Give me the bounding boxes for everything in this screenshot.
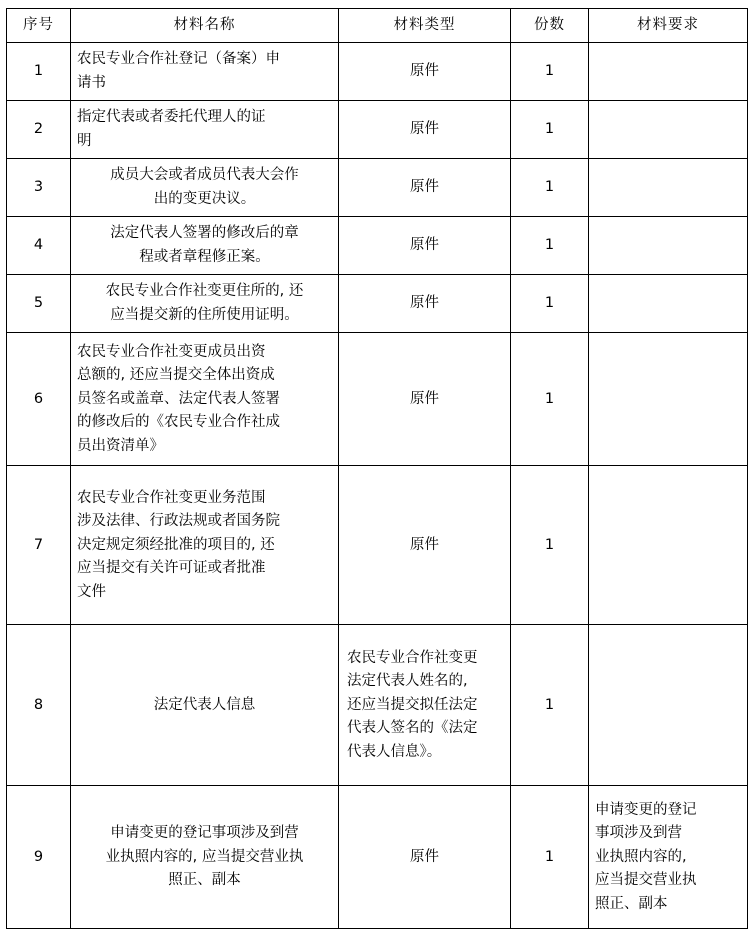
- text-line: 事项涉及到营: [595, 825, 682, 842]
- text-line: 请书: [77, 74, 106, 91]
- table-header-row: [7, 9, 748, 43]
- cell-count: 1: [511, 159, 589, 217]
- cell-count: 1: [511, 786, 589, 929]
- material-name-lines: [77, 487, 332, 604]
- text-line: 业执照内容的,: [595, 848, 687, 865]
- cell-material-requirement: [589, 625, 748, 786]
- cell-material-name: [71, 217, 339, 275]
- cell-material-type: [339, 275, 511, 333]
- text-line: 法定代表人姓名的,: [347, 673, 468, 690]
- text-line: 原件: [410, 121, 439, 138]
- table-row: [7, 159, 748, 217]
- cell-count: 1: [511, 101, 589, 159]
- cell-material-type: [339, 43, 511, 101]
- text-line: 员出资清单》: [77, 437, 164, 454]
- cell-seq: 3: [7, 159, 71, 217]
- text-line: 还应当提交拟任法定: [347, 696, 478, 713]
- text-line: 指定代表或者委托代理人的证: [77, 109, 266, 126]
- material-name-lines: [77, 694, 332, 717]
- text-line: 法定代表人签署的修改后的章: [110, 225, 299, 242]
- cell-count: 1: [511, 43, 589, 101]
- cell-material-requirement: [589, 101, 748, 159]
- text-line: 原件: [410, 179, 439, 196]
- cell-material-name: [71, 333, 339, 466]
- cell-material-type: [339, 786, 511, 929]
- cell-count: 1: [511, 217, 589, 275]
- material-name-lines: [77, 48, 332, 95]
- text-line: 原件: [410, 237, 439, 254]
- table-body: [7, 43, 748, 929]
- cell-count: 1: [511, 275, 589, 333]
- column-header-material-type: 材料类型: [339, 9, 511, 43]
- material-name-lines: [77, 280, 332, 327]
- text-line: 文件: [77, 583, 106, 600]
- text-line: 农民专业合作社变更: [347, 649, 478, 666]
- cell-seq: 9: [7, 786, 71, 929]
- cell-count: 1: [511, 625, 589, 786]
- text-line: 的修改后的《农民专业合作社成: [77, 414, 280, 431]
- text-line: 总额的, 还应当提交全体出资成: [77, 367, 275, 384]
- material-name-lines: [77, 106, 332, 153]
- material-name-lines: [77, 164, 332, 211]
- cell-seq: 2: [7, 101, 71, 159]
- cell-count: 1: [511, 333, 589, 466]
- table-row: [7, 43, 748, 101]
- material-name-lines: [77, 341, 332, 458]
- text-line: 决定规定须经批准的项目的, 还: [77, 536, 275, 553]
- cell-material-requirement: [589, 466, 748, 625]
- cell-seq: 6: [7, 333, 71, 466]
- text-line: 原件: [410, 390, 439, 407]
- text-line: 代表人签名的《法定: [347, 720, 478, 737]
- cell-seq: 7: [7, 466, 71, 625]
- cell-material-type: [339, 333, 511, 466]
- text-line: 程或者章程修正案。: [139, 248, 270, 265]
- material-name-lines: [77, 222, 332, 269]
- text-line: 应当提交营业执: [595, 872, 697, 889]
- text-line: 申请变更的登记事项涉及到营: [110, 825, 299, 842]
- cell-material-requirement: [589, 43, 748, 101]
- cell-seq: 4: [7, 217, 71, 275]
- column-header-seq: 序号: [7, 9, 71, 43]
- cell-seq: 8: [7, 625, 71, 786]
- text-line: 农民专业合作社变更成员出资: [77, 343, 266, 360]
- cell-material-name: [71, 275, 339, 333]
- text-line: 明: [77, 132, 92, 149]
- text-line: 应当提交有关许可证或者批准: [77, 560, 266, 577]
- cell-material-requirement: [589, 786, 748, 929]
- column-header-material-name: 材料名称: [71, 9, 339, 43]
- table-row: [7, 217, 748, 275]
- cell-seq: 5: [7, 275, 71, 333]
- text-line: 出的变更决议。: [153, 190, 256, 207]
- material-list-table: [6, 8, 748, 929]
- table-row: [7, 466, 748, 625]
- text-line: 应当提交新的住所使用证明。: [110, 306, 299, 323]
- table-row: [7, 275, 748, 333]
- cell-material-requirement: [589, 275, 748, 333]
- text-line: 员签名或盖章、法定代表人签署: [77, 390, 280, 407]
- cell-material-type: [339, 159, 511, 217]
- cell-material-name: [71, 101, 339, 159]
- cell-material-name: [71, 43, 339, 101]
- text-line: 农民专业合作社登记（备案）申: [77, 51, 280, 68]
- text-line: 业执照内容的, 应当提交营业执: [105, 848, 304, 865]
- table-row: [7, 625, 748, 786]
- material-name-lines: [77, 822, 332, 892]
- cell-material-requirement: [589, 159, 748, 217]
- text-line: 照正、副本: [595, 895, 668, 912]
- cell-material-name: [71, 625, 339, 786]
- text-line: 原件: [410, 536, 439, 553]
- cell-material-requirement: [589, 333, 748, 466]
- text-line: 申请变更的登记: [595, 801, 697, 818]
- cell-seq: 1: [7, 43, 71, 101]
- cell-material-name: [71, 466, 339, 625]
- cell-count: 1: [511, 466, 589, 625]
- table-row: [7, 101, 748, 159]
- cell-material-name: [71, 159, 339, 217]
- text-line: 代表人信息》。: [347, 743, 442, 760]
- table-row: [7, 333, 748, 466]
- cell-material-type: [339, 101, 511, 159]
- cell-material-requirement: [589, 217, 748, 275]
- column-header-count: 份数: [511, 9, 589, 43]
- text-line: 成员大会或者成员代表大会作: [110, 167, 299, 184]
- text-line: 农民专业合作社变更住所的, 还: [105, 283, 304, 300]
- text-line: 农民专业合作社变更业务范围: [77, 489, 266, 506]
- column-header-material-requirement: 材料要求: [589, 9, 748, 43]
- table-header: [7, 9, 748, 43]
- cell-material-type: [339, 466, 511, 625]
- cell-material-type: [339, 625, 511, 786]
- text-line: 照正、副本: [168, 872, 241, 889]
- text-line: 原件: [410, 63, 439, 80]
- cell-material-name: [71, 786, 339, 929]
- table-row: [7, 786, 748, 929]
- text-line: 涉及法律、行政法规或者国务院: [77, 513, 280, 530]
- cell-material-type: [339, 217, 511, 275]
- text-line: 原件: [410, 848, 439, 865]
- text-line: 原件: [410, 295, 439, 312]
- text-line: 法定代表人信息: [153, 696, 256, 713]
